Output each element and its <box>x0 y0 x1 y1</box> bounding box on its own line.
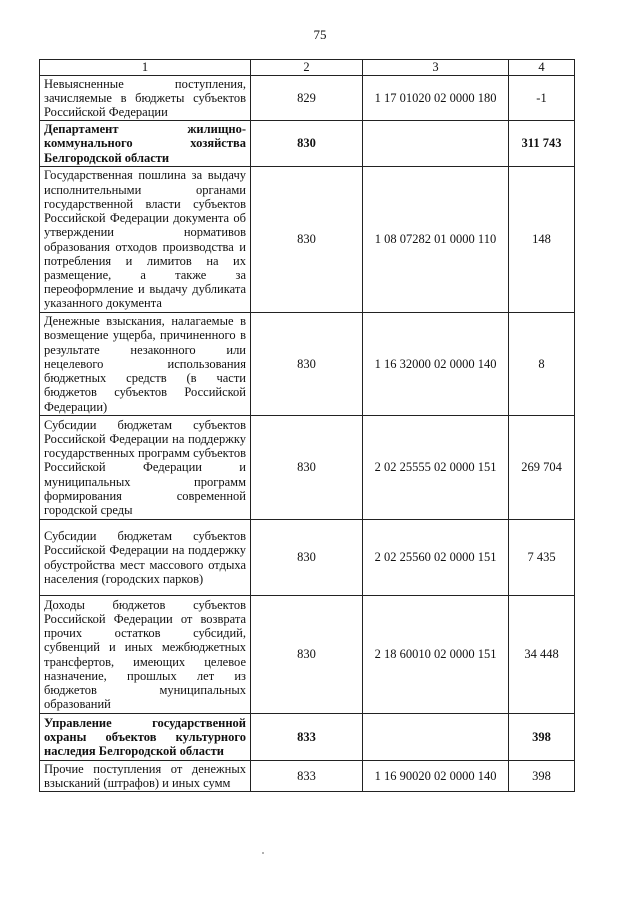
row-admin-code: 830 <box>251 596 363 714</box>
row-name: Государственная пошлина за выдачу исполнительными органами государственной власти субъектов Российской Федерации документа об утверждении нормативов образования отходов производства и потребления и лимитов на их размещение, а также за переоформление и выдачу дубликата указанного документа <box>40 167 251 313</box>
row-name: Субсидии бюджетам субъектов Российской Федерации на поддержку обустройства мест массового отдыха населения (городских парков) <box>40 520 251 596</box>
row-name: Денежные взыскания, налагаемые в возмещение ущерба, причиненного в результате незаконного или нецелевого использования бюджетных средств (в части бюджетов субъектов Российской Федерации) <box>40 313 251 416</box>
scan-speck <box>262 852 264 854</box>
row-admin-code: 833 <box>251 761 363 792</box>
row-admin-code: 830 <box>251 313 363 416</box>
row-name: Прочие поступления от денежных взысканий (штрафов) и иных сумм <box>40 761 251 792</box>
table-row <box>40 121 575 167</box>
table-row <box>40 714 575 761</box>
header-row <box>40 60 575 76</box>
row-revenue-code <box>363 714 509 761</box>
row-revenue-code <box>363 121 509 167</box>
row-amount: 7 435 <box>509 520 575 596</box>
page-number: 75 <box>313 27 327 42</box>
row-revenue-code: 1 16 32000 02 0000 140 <box>363 313 509 416</box>
row-amount: 398 <box>509 714 575 761</box>
row-admin-code: 830 <box>251 167 363 313</box>
row-name: Субсидии бюджетам субъектов Российской Федерации на поддержку государственных программ субъектов Российской Федерации и муниципальных программ формирования современной городской среды <box>40 416 251 520</box>
row-admin-code: 830 <box>251 520 363 596</box>
row-name: Доходы бюджетов субъектов Российской Федерации от возврата прочих остатков субсидий, субвенций и иных межбюджетных трансфертов, имеющих целевое назначение, прошлых лет из бюджетов муниципальных образований <box>40 596 251 714</box>
header-col-3: 3 <box>363 60 509 76</box>
row-amount: 311 743 <box>509 121 575 167</box>
row-revenue-code: 1 17 01020 02 0000 180 <box>363 76 509 121</box>
row-amount: 148 <box>509 167 575 313</box>
revenue-table <box>39 59 575 792</box>
row-revenue-code: 1 08 07282 01 0000 110 <box>363 167 509 313</box>
row-name: Управление государственной охраны объектов культурного наследия Белгородской области <box>40 714 251 761</box>
table-row <box>40 167 575 313</box>
row-name: Департамент жилищно-коммунального хозяйства Белгородской области <box>40 121 251 167</box>
row-amount: 398 <box>509 761 575 792</box>
row-admin-code: 830 <box>251 121 363 167</box>
table-row <box>40 416 575 520</box>
table-row <box>40 761 575 792</box>
row-admin-code: 830 <box>251 416 363 520</box>
row-name: Невыясненные поступления, зачисляемые в бюджеты субъектов Российской Федерации <box>40 76 251 121</box>
table-row <box>40 596 575 714</box>
header-col-4: 4 <box>509 60 575 76</box>
row-revenue-code: 2 02 25555 02 0000 151 <box>363 416 509 520</box>
header-col-2: 2 <box>251 60 363 76</box>
table-row <box>40 76 575 121</box>
row-amount: -1 <box>509 76 575 121</box>
row-amount: 8 <box>509 313 575 416</box>
row-amount: 269 704 <box>509 416 575 520</box>
table-row <box>40 313 575 416</box>
row-admin-code: 833 <box>251 714 363 761</box>
row-revenue-code: 2 02 25560 02 0000 151 <box>363 520 509 596</box>
row-admin-code: 829 <box>251 76 363 121</box>
row-amount: 34 448 <box>509 596 575 714</box>
header-col-1: 1 <box>40 60 251 76</box>
row-revenue-code: 1 16 90020 02 0000 140 <box>363 761 509 792</box>
row-revenue-code: 2 18 60010 02 0000 151 <box>363 596 509 714</box>
table-row <box>40 520 575 596</box>
